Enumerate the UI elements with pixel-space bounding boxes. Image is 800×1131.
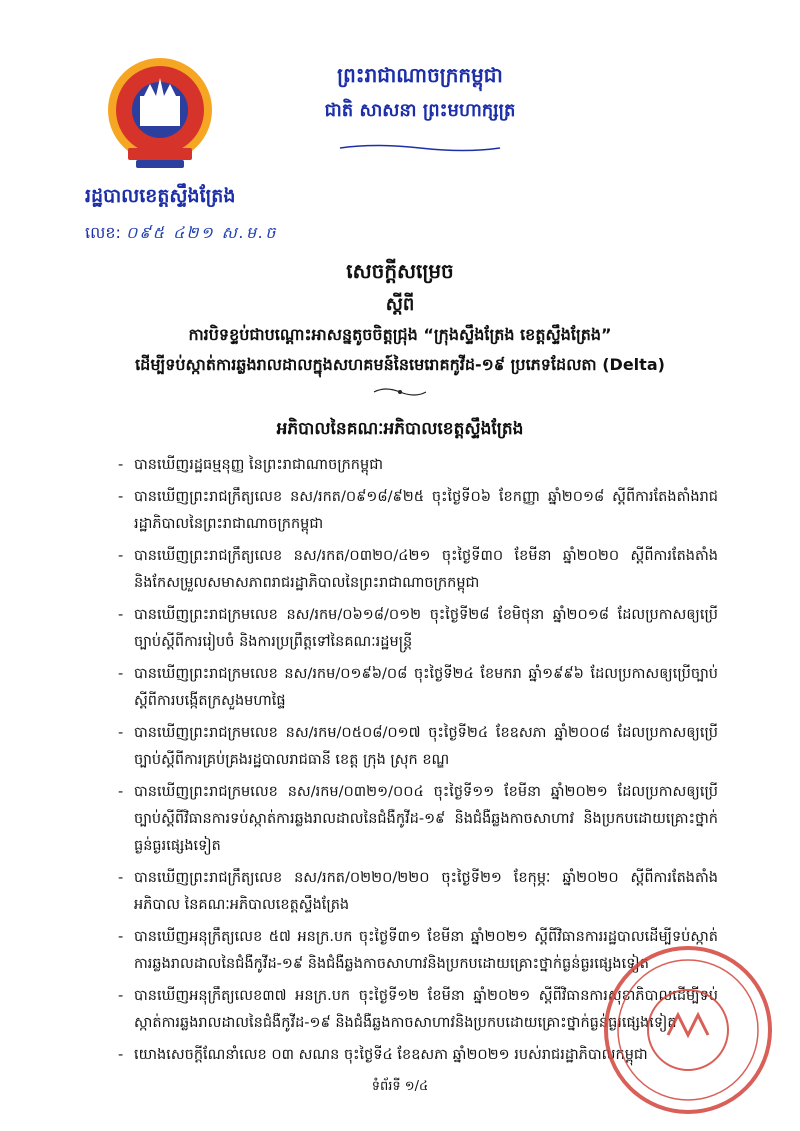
board-heading: អភិបាលនៃគណៈអភិបាលខេត្តស្ទឹងត្រែង — [276, 419, 524, 439]
reference-text: បានឃើញព្រះរាជក្រឹត្យលេខ នស/រកត/០៣២០/៤២១ ចុះថ្ងៃទី៣០ ខែមីនា ឆ្នាំ២០២០ ស្ដីពីការតែងតាំង និងកែសម្រួលសមាសភាពរាជរដ្ឋាភិបាលនៃព្រះរាជាណាចក្រកម្ពុជា — [134, 548, 718, 591]
list-item: - បានឃើញអនុក្រឹត្យលេខ ៥៧ អនក្រ.បក ចុះថ្ងៃទី៣១ ខែមីនា ឆ្នាំ២០២១ ស្ដីពីវិធានការរដ្ឋបាលដើម្បីទប់ស្កាត់ការឆ្លងរាលដាលនៃជំងឺកូវីដ-១៩ និងជំងឺឆ្លងកាចសាហាវនិងប្រកបដោយគ្រោះថ្នាក់ធ្ងន់ធ្ងរផ្សេងទៀត — [118, 929, 718, 972]
document-title: សេចក្ដីសម្រេច — [346, 259, 454, 283]
reference-number — [85, 222, 277, 246]
reference-prefix: លេខ: — [85, 223, 121, 242]
reference-text: បានឃើញព្រះរាជក្រឹត្យលេខ នស/រកត/០៩១៨/៩២៥ ចុះថ្ងៃទី០៦ ខែកញ្ញា ឆ្នាំ២០១៨ ស្ដីពីការតែងតាំងរាជរដ្ឋាភិបាលនៃព្រះរាជាណាចក្រកម្ពុជា — [134, 489, 718, 532]
national-motto: ជាតិ សាសនា ព្រះមហាក្សត្រ — [324, 100, 516, 121]
list-item: - បានឃើញព្រះរាជក្រមលេខ នស/រកម/០៣២១/០០៤ ចុះថ្ងៃទី១១ ខែមីនា ឆ្នាំ២០២១ ដែលប្រកាសឲ្យប្រើច្បាប់ស្ដីពីវិធានការទប់ស្កាត់ការឆ្លងរាលដាលនៃជំងឺកូវីដ-១៩ និងជំងឺឆ្លងកាចសាហាវ និងប្រកបដោយគ្រោះថ្នាក់ធ្ងន់ធ្ងរផ្សេងទៀត — [118, 784, 718, 854]
reference-text: បានឃើញរដ្ឋធម្មនុញ្ញ នៃព្រះរាជាណាចក្រកម្ពុជា — [134, 457, 384, 473]
reference-text: យោងសេចក្ដីណែនាំលេខ ០៣ សណន ចុះថ្ងៃទី៤ ខែឧសភា ឆ្នាំ២០២១ របស់រាជរដ្ឋាភិបាលកម្ពុជា — [134, 1047, 648, 1063]
reference-text: បានឃើញព្រះរាជក្រមលេខ នស/រកម/០៦១៨/០១២ ចុះថ្ងៃទី២៨ ខែមិថុនា ឆ្នាំ២០១៨ ដែលប្រកាសឲ្យប្រើច្បាប់ស្ដីពីការរៀបចំ និងការប្រព្រឹត្តទៅនៃគណៈរដ្ឋមន្ត្រី — [134, 607, 718, 650]
list-item: - បានឃើញព្រះរាជក្រឹត្យលេខ នស/រកត/០២២០/២២០ ចុះថ្ងៃទី២១ ខែកុម្ភៈ ឆ្នាំ២០២០ ស្ដីពីការតែងតាំងអភិបាល នៃគណៈអភិបាលខេត្តស្ទឹងត្រែង — [118, 870, 718, 913]
motto-ornament — [330, 138, 510, 148]
list-item: - បានឃើញព្រះរាជក្រមលេខ នស/រកម/០៥០៨/០១៧ ចុះថ្ងៃទី២៤ ខែឧសភា ឆ្នាំ២០០៨ ដែលប្រកាសឲ្យប្រើច្បាប់ស្ដីពីការគ្រប់គ្រងរដ្ឋបាលរាជធានី ខេត្ត ក្រុង ស្រុក ខណ្ឌ — [118, 725, 718, 768]
reference-text: បានឃើញព្រះរាជក្រមលេខ នស/រកម/០១៩៦/០៨ ចុះថ្ងៃទី២៤ ខែមករា ឆ្នាំ១៩៩៦ ដែលប្រកាសឲ្យប្រើច្បាប់ស្ដីពីការបង្កើតក្រសួងមហាផ្ទៃ — [134, 666, 718, 709]
list-item: - បានឃើញព្រះរាជក្រមលេខ នស/រកម/០៦១៨/០១២ ចុះថ្ងៃទី២៨ ខែមិថុនា ឆ្នាំ២០១៨ ដែលប្រកាសឲ្យប្រើច្បាប់ស្ដីពីការរៀបចំ និងការប្រព្រឹត្តទៅនៃគណៈរដ្ឋមន្ត្រី — [118, 607, 718, 650]
subject-line-1: ការបិទខ្ទប់ជាបណ្តោះអាសន្នតូចចិត្តជ្រុង “ក្រុងស្ទឹងត្រែង ខេត្តស្ទឹងត្រែង” — [188, 325, 612, 344]
list-item: - យោងសេចក្ដីណែនាំលេខ ០៣ សណន ចុះថ្ងៃទី៤ ខែឧសភា ឆ្នាំ២០២១ របស់រាជរដ្ឋាភិបាលកម្ពុជា — [118, 1047, 648, 1063]
about-label: ស្ដីពី — [385, 294, 415, 315]
issuing-authority: រដ្ឋបាលខេត្តស្ទឹងត្រែង — [85, 185, 236, 207]
reference-text: បានឃើញព្រះរាជក្រមលេខ នស/រកម/០៥០៨/០១៧ ចុះថ្ងៃទី២៤ ខែឧសភា ឆ្នាំ២០០៨ ដែលប្រកាសឲ្យប្រើច្បាប់ស្ដីពីការគ្រប់គ្រងរដ្ឋបាលរាជធានី ខេត្ត ក្រុង ស្រុក ខណ្ឌ — [134, 725, 718, 768]
reference-text: បានឃើញព្រះរាជក្រឹត្យលេខ នស/រកត/០២២០/២២០ ចុះថ្ងៃទី២១ ខែកុម្ភៈ ឆ្នាំ២០២០ ស្ដីពីការតែងតាំងអភិបាល នៃគណៈអភិបាលខេត្តស្ទឹងត្រែង — [134, 870, 718, 913]
reference-value: ០៩៥ ៤២១ ស.ម.ច — [125, 223, 278, 242]
reference-text: បានឃើញព្រះរាជក្រមលេខ នស/រកម/០៣២១/០០៤ ចុះថ្ងៃទី១១ ខែមីនា ឆ្នាំ២០២១ ដែលប្រកាសឲ្យប្រើច្បាប់ស្ដីពីវិធានការទប់ស្កាត់ការឆ្លងរាលដាលនៃជំងឺកូវីដ-១៩ និងជំងឺឆ្លងកាចសាហាវ និងប្រកបដោយគ្រោះថ្នាក់ធ្ងន់ធ្ងរផ្សេងទៀត — [134, 784, 718, 854]
kingdom-name: ព្រះរាជាណាចក្រកម្ពុជា — [337, 63, 503, 87]
title-ornament — [370, 384, 430, 398]
coat-of-arms-emblem — [100, 48, 220, 178]
subject-line-2: ដើម្បីទប់ស្កាត់ការឆ្លងរាលដាលក្នុងសហគមន៍នៃមេរោគកូវីដ-១៩ ប្រភេទដែលតា (Delta) — [135, 355, 665, 374]
list-item: - បានឃើញរដ្ឋធម្មនុញ្ញ នៃព្រះរាជាណាចក្រកម្ពុជា — [118, 457, 384, 473]
reference-text: បានឃើញអនុក្រឹត្យលេខ៣៧ អនក្រ.បក ចុះថ្ងៃទី១២ ខែមីនា ឆ្នាំ២០២១ ស្ដីពីវិធានការសុខាភិបាលដើម្បីទប់ស្កាត់ការឆ្លងរាលដាលនៃជំងឺកូវីដ-១៩ និងជំងឺឆ្លងកាចសាហាវនិងប្រកបដោយគ្រោះថ្នាក់ធ្ងន់ធ្ងរផ្សេងទៀត — [134, 988, 718, 1031]
list-item: - បានឃើញព្រះរាជក្រឹត្យលេខ នស/រកត/០៩១៨/៩២៥ ចុះថ្ងៃទី០៦ ខែកញ្ញា ឆ្នាំ២០១៨ ស្ដីពីការតែងតាំងរាជរដ្ឋាភិបាលនៃព្រះរាជាណាចក្រកម្ពុជា — [118, 489, 718, 532]
list-item: - បានឃើញព្រះរាជក្រឹត្យលេខ នស/រកត/០៣២០/៤២១ ចុះថ្ងៃទី៣០ ខែមីនា ឆ្នាំ២០២០ ស្ដីពីការតែងតាំង និងកែសម្រួលសមាសភាពរាជរដ្ឋាភិបាលនៃព្រះរាជាណាចក្រកម្ពុជា — [118, 548, 718, 591]
page-number: ទំព័រទី ១/៤ — [371, 1079, 429, 1094]
reference-text: បានឃើញអនុក្រឹត្យលេខ ៥៧ អនក្រ.បក ចុះថ្ងៃទី៣១ ខែមីនា ឆ្នាំ២០២១ ស្ដីពីវិធានការរដ្ឋបាលដើម្បីទប់ស្កាត់ការឆ្លងរាលដាលនៃជំងឺកូវីដ-១៩ និងជំងឺឆ្លងកាចសាហាវនិងប្រកបដោយគ្រោះថ្នាក់ធ្ងន់ធ្ងរផ្សេងទៀត — [134, 929, 718, 972]
list-item: - បានឃើញព្រះរាជក្រមលេខ នស/រកម/០១៩៦/០៨ ចុះថ្ងៃទី២៤ ខែមករា ឆ្នាំ១៩៩៦ ដែលប្រកាសឲ្យប្រើច្បាប់ស្ដីពីការបង្កើតក្រសួងមហាផ្ទៃ — [118, 666, 718, 709]
list-item: - បានឃើញអនុក្រឹត្យលេខ៣៧ អនក្រ.បក ចុះថ្ងៃទី១២ ខែមីនា ឆ្នាំ២០២១ ស្ដីពីវិធានការសុខាភិបាលដើម្បីទប់ស្កាត់ការឆ្លងរាលដាលនៃជំងឺកូវីដ-១៩ និងជំងឺឆ្លងកាចសាហាវនិងប្រកបដោយគ្រោះថ្នាក់ធ្ងន់ធ្ងរផ្សេងទៀត — [118, 988, 718, 1031]
